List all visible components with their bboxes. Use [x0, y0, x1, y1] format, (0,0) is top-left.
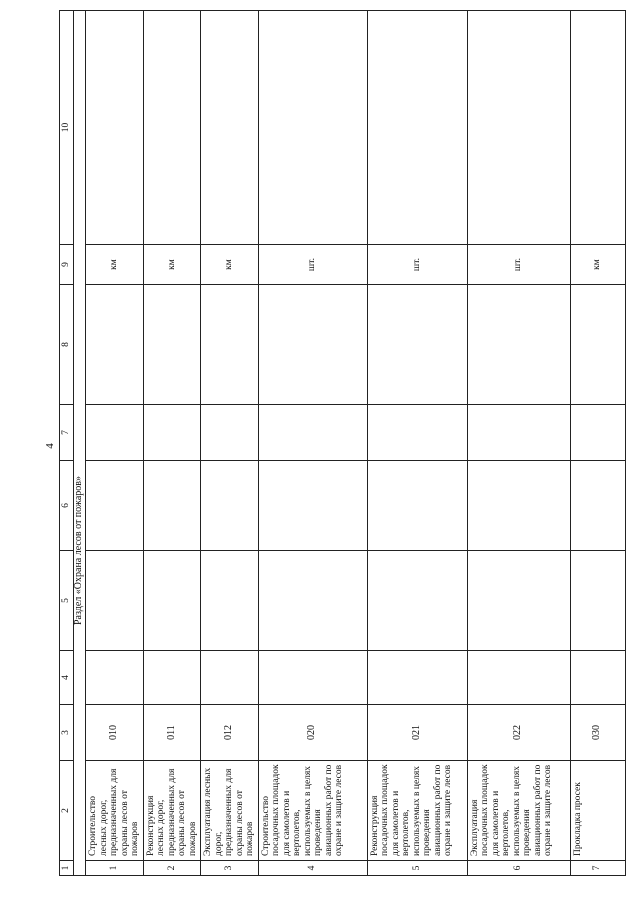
data-cell: [143, 285, 201, 405]
indicator-name: Эксплуатация посадочных площадок для самолетов и вертолетов, используемых в целях проведения авиационных работ по охране и защите лесов: [467, 761, 570, 861]
line-code: 021: [367, 705, 467, 761]
table-row: [258, 11, 367, 876]
rotated-table-container: [59, 11, 620, 876]
data-cell: [367, 405, 467, 461]
data-cell: [201, 551, 259, 651]
unit-cell: шт.: [467, 245, 570, 285]
data-cell: [367, 11, 467, 245]
data-cell: [201, 651, 259, 705]
unit-cell: шт.: [367, 245, 467, 285]
data-cell: [467, 551, 570, 651]
page-number: 4: [44, 443, 56, 449]
data-cell: [467, 405, 570, 461]
unit-cell: шт.: [258, 245, 367, 285]
column-number-row: [60, 11, 74, 876]
data-cell: [201, 11, 259, 245]
row-number: 3: [201, 861, 259, 876]
line-code: 030: [570, 705, 625, 761]
indicator-name: Прокладка просек: [570, 761, 625, 861]
data-cell: [570, 461, 625, 551]
data-cell: [258, 11, 367, 245]
data-cell: [86, 285, 144, 405]
data-cell: [201, 461, 259, 551]
column-number: 5: [60, 551, 74, 651]
table-row: [201, 11, 259, 876]
line-code: 011: [143, 705, 201, 761]
data-cell: [258, 405, 367, 461]
row-number: 7: [570, 861, 625, 876]
line-code: 010: [86, 705, 144, 761]
data-cell: [143, 11, 201, 245]
data-cell: [467, 651, 570, 705]
row-number: 2: [143, 861, 201, 876]
data-cell: [467, 461, 570, 551]
data-cell: [367, 461, 467, 551]
column-number: 1: [60, 861, 74, 876]
section-title: Раздел «Охрана лесов от пожаров»: [74, 11, 86, 876]
line-code: 012: [201, 705, 259, 761]
data-cell: [570, 651, 625, 705]
data-cell: [201, 405, 259, 461]
table-row: [367, 11, 467, 876]
unit-cell: км: [201, 245, 259, 285]
column-number: 4: [60, 651, 74, 705]
indicator-name: Строительство посадочных площадок для самолетов и вертолетов, используемых в целях проведения авиационных работ по охране и защите лесов: [258, 761, 367, 861]
section-row: [74, 11, 86, 876]
table-row: [570, 11, 625, 876]
indicator-name: Реконструкция посадочных площадок для самолетов и вертолетов, используемых в целях проведения авиационных работ по охране и защите лесов: [367, 761, 467, 861]
data-cell: [570, 405, 625, 461]
data-cell: [467, 285, 570, 405]
data-cell: [367, 651, 467, 705]
column-number: 6: [60, 461, 74, 551]
data-cell: [143, 551, 201, 651]
table-row: [86, 11, 144, 876]
row-number: 6: [467, 861, 570, 876]
column-number: 10: [60, 11, 74, 245]
data-cell: [86, 461, 144, 551]
data-cell: [143, 461, 201, 551]
data-cell: [143, 651, 201, 705]
column-number: 3: [60, 705, 74, 761]
indicator-name: Строительство лесных дорог, предназначенных для охраны лесов от пожаров: [86, 761, 144, 861]
data-cell: [86, 651, 144, 705]
data-cell: [86, 11, 144, 245]
data-cell: [258, 285, 367, 405]
data-cell: [570, 551, 625, 651]
table-row: [143, 11, 201, 876]
data-cell: [570, 11, 625, 245]
forest-protection-table: [59, 10, 626, 876]
column-number: 9: [60, 245, 74, 285]
column-number: 8: [60, 285, 74, 405]
data-cell: [258, 551, 367, 651]
column-number: 2: [60, 761, 74, 861]
row-number: 4: [258, 861, 367, 876]
row-number: 1: [86, 861, 144, 876]
data-cell: [367, 285, 467, 405]
indicator-name: Реконструкция лесных дорог, предназначенных для охраны лесов от пожаров: [143, 761, 201, 861]
row-number: 5: [367, 861, 467, 876]
data-cell: [258, 461, 367, 551]
indicator-name: Эксплуатация лесных дорог, предназначенных для охраны лесов от пожаров: [201, 761, 259, 861]
data-cell: [201, 285, 259, 405]
data-cell: [467, 11, 570, 245]
data-cell: [258, 651, 367, 705]
table-row: [467, 11, 570, 876]
data-cell: [367, 551, 467, 651]
unit-cell: км: [86, 245, 144, 285]
data-cell: [570, 285, 625, 405]
data-cell: [143, 405, 201, 461]
data-cell: [86, 405, 144, 461]
column-number: 7: [60, 405, 74, 461]
unit-cell: км: [570, 245, 625, 285]
line-code: 022: [467, 705, 570, 761]
data-cell: [86, 551, 144, 651]
unit-cell: км: [143, 245, 201, 285]
line-code: 020: [258, 705, 367, 761]
